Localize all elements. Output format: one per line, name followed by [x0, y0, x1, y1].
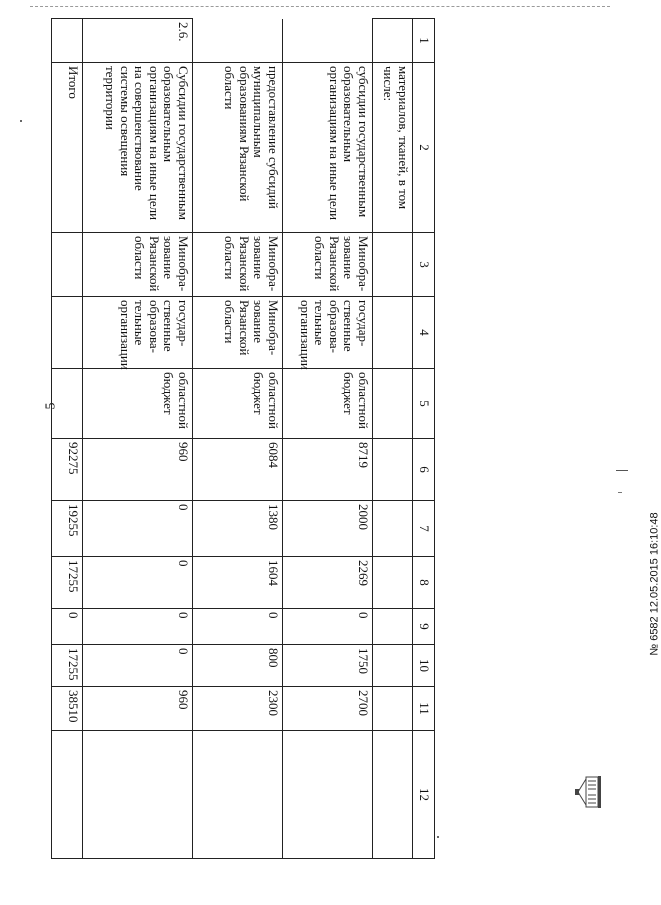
event-name-cell: Субсидии государственным образовательным организациям на иные цели на совершенствование системы освещения территории — [83, 63, 193, 233]
header-cell-5: 5 — [413, 369, 435, 439]
executor-cell: Минобра-зование Рязанской области — [83, 233, 193, 297]
source-cell — [52, 369, 83, 439]
total-cell: 92275 — [52, 439, 83, 501]
margin-mark — [616, 470, 628, 471]
total-cell: 8719 — [283, 439, 373, 501]
year-cell-9: 0 — [52, 609, 83, 645]
note-cell — [52, 731, 83, 859]
registration-stamp — [649, 512, 661, 655]
executor-cell: Минобра-зование Рязанской области — [283, 233, 373, 297]
top-dashed-line — [30, 6, 610, 7]
rotated-table-container — [52, 18, 435, 858]
margin-mark — [618, 492, 622, 493]
header-cell-2: 2 — [413, 63, 435, 233]
year-cell-11: 2700 — [283, 687, 373, 731]
page-number: 5 — [43, 402, 59, 410]
year-cell-11: 2300 — [193, 687, 283, 731]
header-cell-10: 10 — [413, 645, 435, 687]
scan-dot — [20, 120, 22, 122]
year-cell-7: 19255 — [52, 501, 83, 557]
total-label-cell: Итого — [52, 63, 83, 233]
table-row — [283, 19, 373, 859]
year-cell-10: 17255 — [52, 645, 83, 687]
budget-table — [51, 18, 435, 859]
event-name-cell: субсидии государственным образовательным организациям на иные цели — [283, 63, 373, 233]
row-number-cell — [193, 19, 283, 63]
executor-cell — [373, 233, 413, 297]
event-name-cell: предоставление субсидий муниципальным образованиям Рязанской области — [193, 63, 283, 233]
year-cell-8: 2269 — [283, 557, 373, 609]
header-cell-7: 7 — [413, 501, 435, 557]
year-cell-10: 800 — [193, 645, 283, 687]
year-cell-10: 1750 — [283, 645, 373, 687]
header-cell-3: 3 — [413, 233, 435, 297]
year-cell-7: 2000 — [283, 501, 373, 557]
year-cell-11: 960 — [83, 687, 193, 731]
year-cell-11 — [373, 687, 413, 731]
header-cell-12: 12 — [413, 731, 435, 859]
table-row — [373, 19, 413, 859]
header-cell-6: 6 — [413, 439, 435, 501]
executor-cell — [52, 233, 83, 297]
year-cell-8: 17255 — [52, 557, 83, 609]
year-cell-10: 0 — [83, 645, 193, 687]
source-cell: областной бюджет — [83, 369, 193, 439]
recipient-cell — [373, 297, 413, 369]
recipient-cell — [52, 297, 83, 369]
note-cell — [373, 731, 413, 859]
table-row — [193, 19, 283, 859]
year-cell-9: 0 — [193, 609, 283, 645]
registration-datetime: 12.05.2015 16:10:48 — [648, 512, 661, 614]
note-cell — [83, 731, 193, 859]
header-cell-11: 11 — [413, 687, 435, 731]
executor-cell: Минобра-зование Рязанской области — [193, 233, 283, 297]
year-cell-7: 0 — [83, 501, 193, 557]
total-cell — [373, 439, 413, 501]
header-cell-4: 4 — [413, 297, 435, 369]
year-cell-8 — [373, 557, 413, 609]
year-cell-7: 1380 — [193, 501, 283, 557]
year-cell-9: 0 — [83, 609, 193, 645]
note-cell — [193, 731, 283, 859]
year-cell-8: 0 — [83, 557, 193, 609]
year-cell-9: 0 — [283, 609, 373, 645]
total-cell: 6084 — [193, 439, 283, 501]
year-cell-7 — [373, 501, 413, 557]
scan-dot — [437, 836, 439, 838]
source-cell — [373, 369, 413, 439]
note-cell — [283, 731, 373, 859]
year-cell-10 — [373, 645, 413, 687]
row-number-cell — [283, 19, 373, 63]
event-name-cell: материалов, тканей, в том числе: — [373, 63, 413, 233]
year-cell-9 — [373, 609, 413, 645]
row-number-cell: 2.6. — [83, 19, 193, 63]
recipient-cell: государ-ственные образова-тельные организации — [83, 297, 193, 369]
header-cell-9: 9 — [413, 609, 435, 645]
row-number-cell — [373, 19, 413, 63]
total-row — [52, 19, 83, 859]
total-cell: 960 — [83, 439, 193, 501]
header-row — [413, 19, 435, 859]
source-cell: областной бюджет — [193, 369, 283, 439]
table-row — [83, 19, 193, 859]
recipient-cell: государ-ственные образова-тельные организации — [283, 297, 373, 369]
building-logo-icon — [574, 775, 602, 809]
recipient-cell: Минобра-зование Рязанской области — [193, 297, 283, 369]
number-sign: № — [648, 643, 661, 656]
source-cell: областной бюджет — [283, 369, 373, 439]
header-cell-8: 8 — [413, 557, 435, 609]
registration-number: 6582 — [648, 616, 661, 641]
header-cell-1: 1 — [413, 19, 435, 63]
row-number-cell — [52, 19, 83, 63]
year-cell-11: 38510 — [52, 687, 83, 731]
year-cell-8: 1604 — [193, 557, 283, 609]
